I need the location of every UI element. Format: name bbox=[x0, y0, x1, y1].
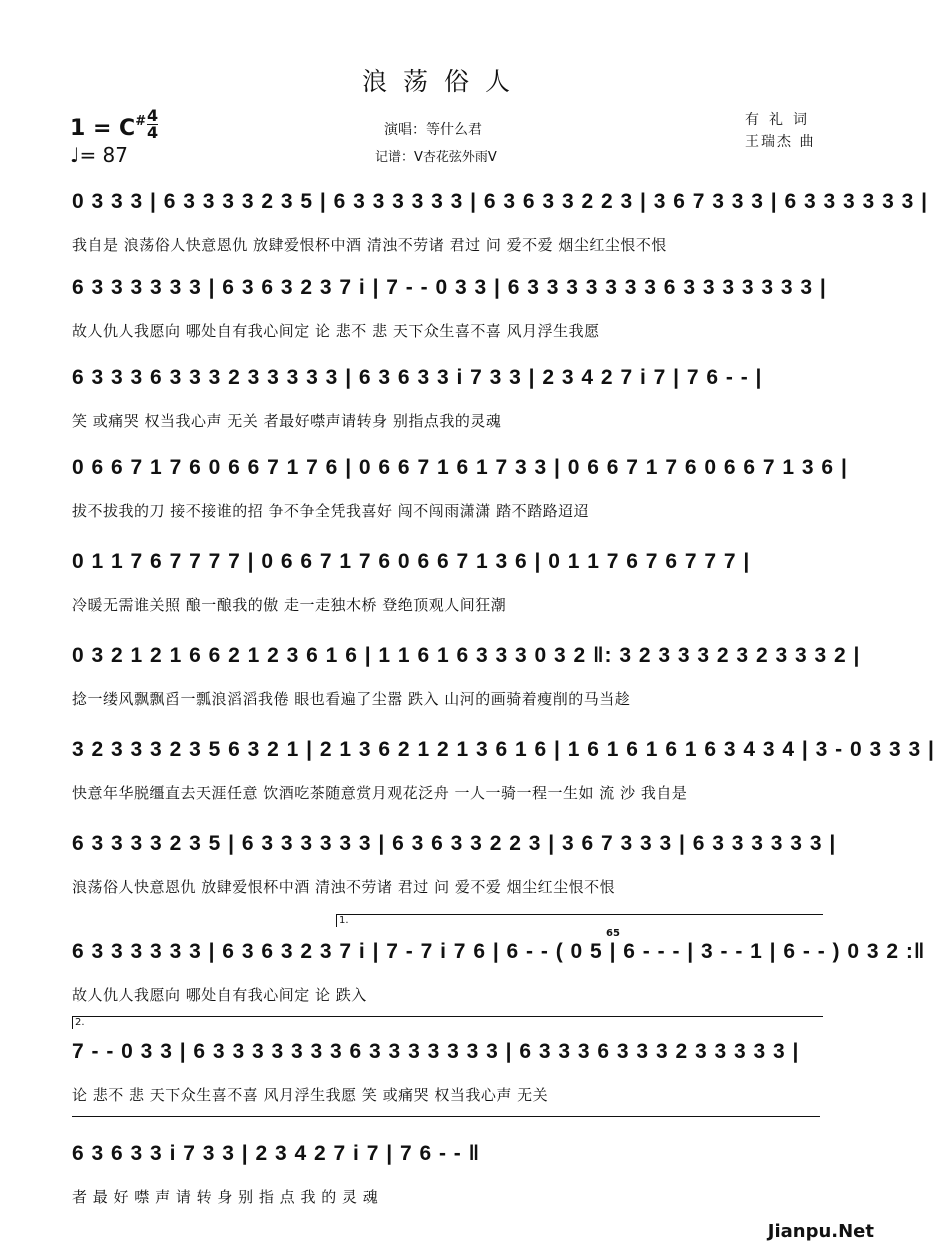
lyrics-line: 我自是 浪荡俗人快意恩仇 放肆爱恨杯中酒 清浊不劳诸 君过 问 爱不爱 烟尘红尘恨不恨 bbox=[72, 236, 667, 254]
volta-second-label: 2. bbox=[75, 1017, 85, 1028]
notation-line: 3 2 3 3 3 2 3 5 6 3 2 1 | 2 1 3 6 2 1 2 1 3 6 1 6 | 1 6 1 6 1 6 1 6 3 4 3 4 | 3 - 0 3 3 3 | bbox=[72, 738, 935, 761]
section-divider bbox=[72, 1116, 820, 1117]
lyrics-line: 捻一缕风飘飘舀一瓢浪滔滔我倦 眼也看遍了尘嚣 跌入 山河的画骑着瘦削的马当趁 bbox=[72, 690, 631, 708]
tempo-value: = 87 bbox=[79, 143, 129, 167]
key-label: 1 = C bbox=[70, 116, 136, 141]
site-watermark: Jianpu.Net bbox=[767, 1221, 874, 1242]
lyricist-credit: 有礼词 bbox=[745, 112, 817, 128]
meter-top: 4 bbox=[147, 106, 159, 125]
lyrics-line: 快意年华脱缰直去天涯任意 饮酒吃茶随意赏月观花泛舟 一人一骑一程一生如 流 沙 我自是 bbox=[72, 784, 688, 802]
score-row bbox=[72, 832, 837, 922]
time-signature bbox=[147, 108, 158, 141]
volta-chord-label: 65 bbox=[606, 928, 620, 939]
score-row bbox=[72, 190, 928, 280]
notation-line: 0 3 2 1 2 1 6 6 2 1 2 3 6 1 6 | 1 1 6 1 6 3 3 3 0 3 2 ‖: 3 2 3 3 3 2 3 2 3 3 3 2 | bbox=[72, 644, 861, 667]
notation-line: 6 3 3 3 3 3 3 | 6 3 6 3 2 3 7 i | 7 - - 0 3 3 | 6 3 3 3 3 3 3 3 6 3 3 3 3 3 3 3 | bbox=[72, 276, 827, 299]
volta-bracket-second bbox=[72, 1016, 823, 1029]
notation-line: 6 3 3 3 6 3 3 3 2 3 3 3 3 3 | 6 3 6 3 3 i 7 3 3 | 2 3 4 2 7 i 7 | 7 6 - - | bbox=[72, 366, 763, 389]
lyrics-line: 故人仇人我愿向 哪处自有我心间定 论 跌入 bbox=[72, 986, 367, 1004]
notation-line: 6 3 3 3 3 3 3 | 6 3 6 3 2 3 7 i | 7 - 7 i 7 6 | 6 - - ( 0 5 | 6 - - - | 3 - - 1 | 6 - - ) 0 3 2 :‖ bbox=[72, 940, 926, 963]
volta-first-label: 1. bbox=[339, 915, 349, 926]
notation-line: 0 6 6 7 1 7 6 0 6 6 7 1 7 6 | 0 6 6 7 1 6 1 7 3 3 | 0 6 6 7 1 7 6 0 6 6 7 1 3 6 | bbox=[72, 456, 848, 479]
meter-bottom: 4 bbox=[147, 123, 159, 142]
tempo-marking bbox=[70, 143, 128, 167]
score-row bbox=[72, 276, 827, 366]
lyrics-line: 拔不拔我的刀 接不接谁的招 争不争全凭我喜好 闯不闯雨潇潇 踏不踏路迢迢 bbox=[72, 502, 590, 520]
score-row bbox=[72, 1142, 822, 1232]
singer-credit: 演唱：等什么君 bbox=[384, 122, 482, 138]
lyrics-line: 笑 或痛哭 权当我心声 无关 者最好噤声请转身 别指点我的灵魂 bbox=[72, 412, 502, 430]
notation-line: 0 1 1 7 6 7 7 7 7 | 0 6 6 7 1 7 6 0 6 6 7 1 3 6 | 0 1 1 7 6 7 6 7 7 7 | bbox=[72, 550, 751, 573]
notation-line: 7 - - 0 3 3 | 6 3 3 3 3 3 3 3 6 3 3 3 3 3 3 3 | 6 3 3 3 6 3 3 3 2 3 3 3 3 3 | bbox=[72, 1040, 800, 1063]
quarter-note-icon: ♩ bbox=[70, 143, 80, 167]
song-title: 浪荡俗人 bbox=[361, 67, 526, 96]
score-row bbox=[72, 456, 848, 546]
sharp-sign: # bbox=[135, 114, 147, 129]
lyrics-line: 者 最 好 噤 声 请 转 身 别 指 点 我 的 灵 魂 bbox=[72, 1188, 379, 1206]
lyrics-line: 论 悲不 悲 天下众生喜不喜 风月浮生我愿 笑 或痛哭 权当我心声 无关 bbox=[72, 1086, 549, 1104]
key-signature bbox=[70, 114, 146, 141]
score-row bbox=[72, 550, 822, 640]
notation-line: 6 3 3 3 3 2 3 5 | 6 3 3 3 3 3 3 | 6 3 6 3 3 2 2 3 | 3 6 7 3 3 3 | 6 3 3 3 3 3 3 | bbox=[72, 832, 837, 855]
notation-line: 6 3 6 3 3 i 7 3 3 | 2 3 4 2 7 i 7 | 7 6 - - ‖ bbox=[72, 1142, 481, 1165]
lyrics-line: 冷暖无需谁关照 酿一酿我的傲 走一走独木桥 登绝顶观人间狂潮 bbox=[72, 596, 507, 614]
score-row bbox=[72, 366, 822, 456]
notation-line: 0 3 3 3 | 6 3 3 3 3 2 3 5 | 6 3 3 3 3 3 3 | 6 3 6 3 3 2 2 3 | 3 6 7 3 3 3 | 6 3 3 3 3 3 3 | bbox=[72, 190, 928, 213]
volta-bracket-first bbox=[336, 914, 823, 927]
composer-credit: 王瑞杰 曲 bbox=[745, 134, 816, 150]
transcriber-credit: 记谱：V杏花弦外雨V bbox=[375, 150, 497, 165]
lyrics-line: 故人仇人我愿向 哪处自有我心间定 论 悲不 悲 天下众生喜不喜 风月浮生我愿 bbox=[72, 322, 600, 340]
score-row bbox=[72, 644, 861, 734]
lyrics-line: 浪荡俗人快意恩仇 放肆爱恨杯中酒 清浊不劳诸 君过 问 爱不爱 烟尘红尘恨不恨 bbox=[72, 878, 616, 896]
score-row bbox=[72, 738, 935, 828]
